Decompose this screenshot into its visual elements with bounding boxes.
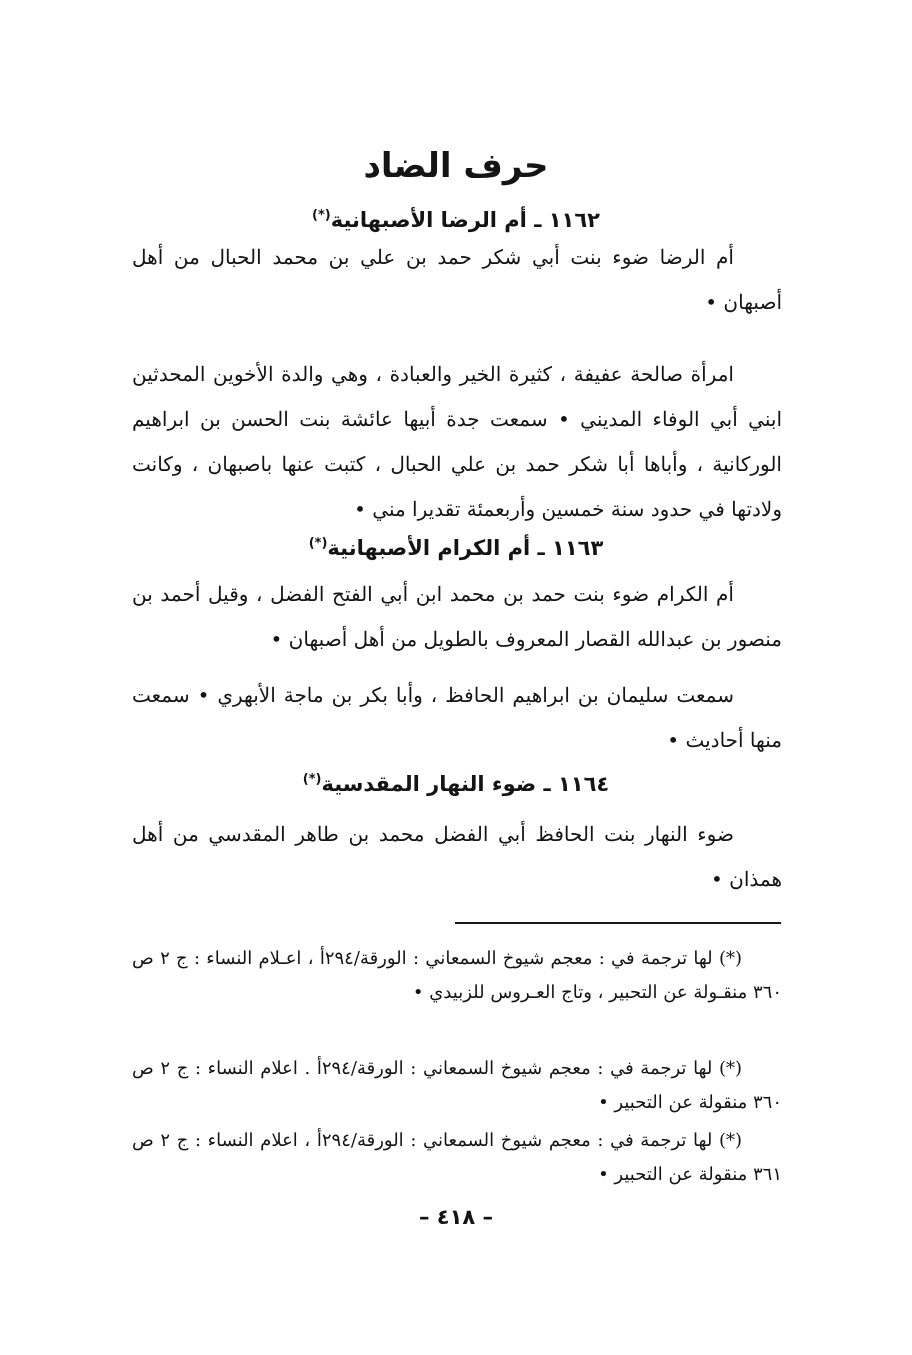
chapter-title: حرف الضاد	[363, 146, 549, 186]
entry-heading-1163	[0, 536, 912, 560]
footnote-separator	[455, 922, 781, 924]
footnote-marker: (*)	[308, 536, 328, 551]
entry-paragraph: أم الرضا ضوء بنت أبي شكر حمد بن علي بن محمد الحبال من أهل أصبهان •	[132, 245, 782, 314]
entry-heading-text: ١١٦٣ ـ أم الكرام الأصبهانية	[327, 536, 604, 560]
page-number: – ٤١٨ –	[418, 1205, 494, 1229]
footnote: (*) لها ترجمة في : معجم شيوخ السمعاني : الورقة/٢٩٤أ ، اعـلام النساء : ج ٢ ص ٣٦٠ منقـولة عن التحبير ، وتاج العـروس للزبيدي •	[132, 948, 782, 1003]
entry-heading-text: ١١٦٢ ـ أم الرضا الأصبهانية	[330, 208, 600, 232]
footnote: (*) لها ترجمة في : معجم شيوخ السمعاني : الورقة/٢٩٤أ ، اعلام النساء : ج ٢ ص ٣٦١ منقولة عن التحبير •	[132, 1130, 782, 1185]
entry-paragraph: سمعت سليمان بن ابراهيم الحافظ ، وأبا بكر بن ماجة الأبهري • سمعت منها أحاديث •	[132, 683, 782, 752]
entry-heading-text: ١١٦٤ ـ ضوء النهار المقدسية	[321, 772, 610, 796]
entry-heading-1162	[0, 208, 912, 232]
entry-paragraph: امرأة صالحة عفيفة ، كثيرة الخير والعبادة ، وهي والدة الأخوين المحدثين ابني أبي الوفاء المديني • سمعت جدة أبيها عائشة بنت الحسن بن ابراهيم الوركانية ، وأباها أبا شكر حمد بن علي الحبال ، كتبت عنها باصبهان ، وكانت ولادتها في حدود سنة خمسين وأربعمئة تقديرا مني •	[132, 362, 782, 521]
entry-paragraph: أم الكرام ضوء بنت حمد بن محمد ابن أبي الفتح الفضل ، وقيل أحمد بن منصور بن عبدالله القصار المعروف بالطويل من أهل أصبهان •	[132, 582, 782, 651]
footnote: (*) لها ترجمة في : معجم شيوخ السمعاني : الورقة/٢٩٤أ . اعلام النساء : ج ٢ ص ٣٦٠ منقولة عن التحبير •	[132, 1058, 782, 1113]
footnote-marker: (*)	[302, 772, 322, 787]
footnote-marker: (*)	[312, 208, 331, 223]
entry-heading-1164	[0, 772, 912, 796]
entry-paragraph: ضوء النهار بنت الحافظ أبي الفضل محمد بن طاهر المقدسي من أهل همذان •	[132, 822, 782, 891]
